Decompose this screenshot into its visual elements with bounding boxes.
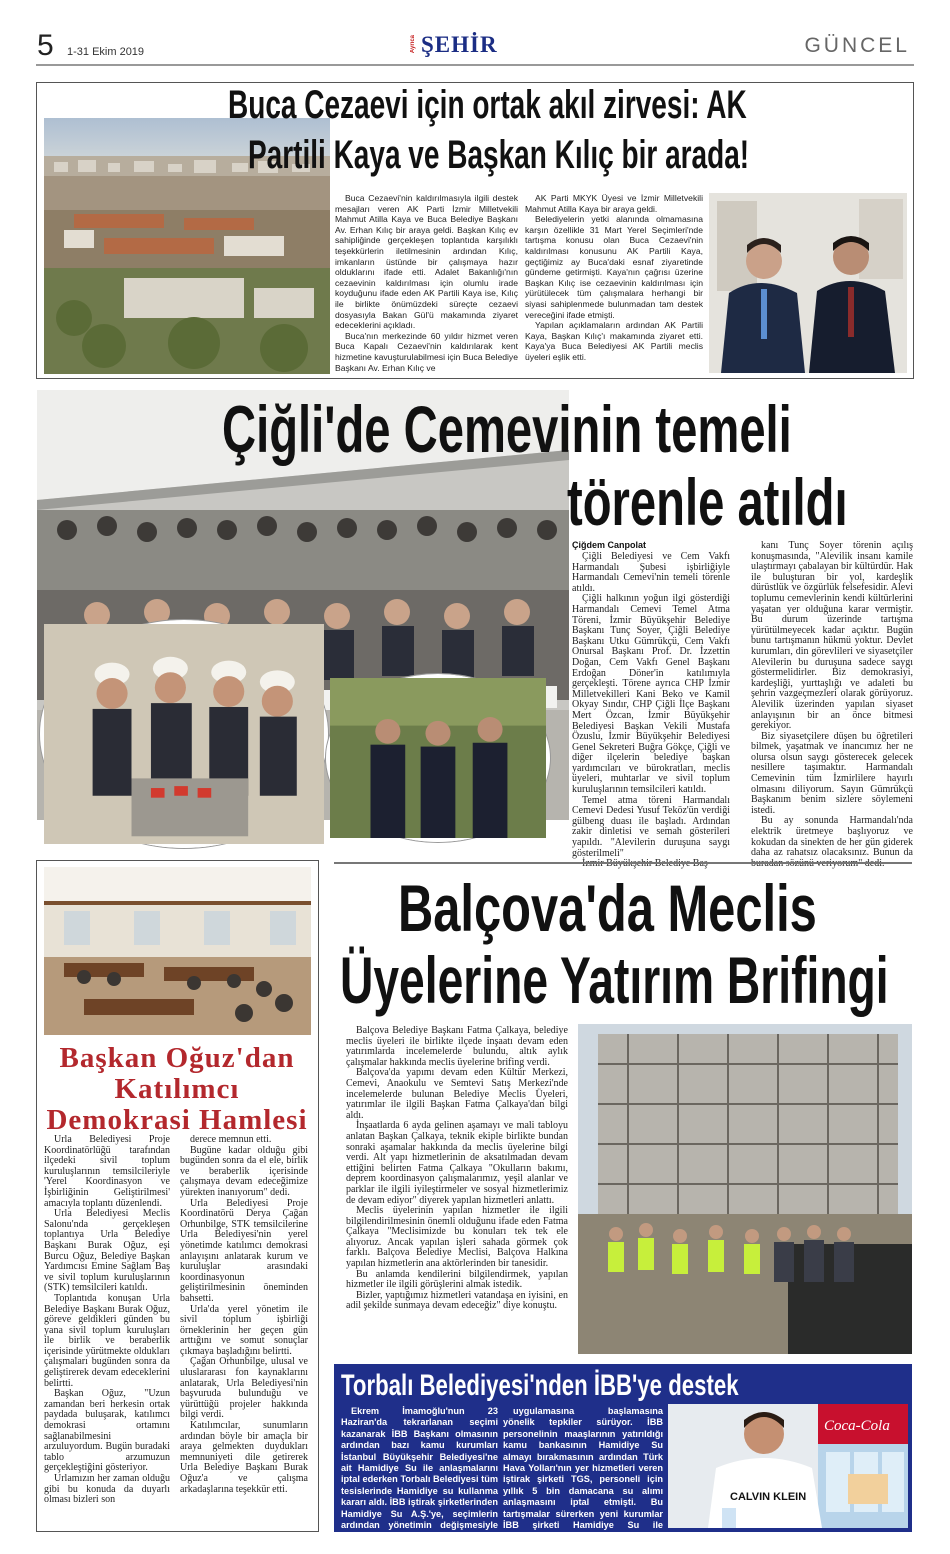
paragraph: Biz siyasetçilere düşen bu öğretileri bilmek, yaşatmak ve inancımız her ne olursa olsun saygı gösterecek gelecek nesillere taşımaktır. Harmandalı Cemevinin tüm İzmirlilere hayırlı olmasını diliyorum. Sayın Gümrükçü Başkanım benim sizlere söylemeni istedi. xyxy=(751,730,913,816)
paragraph: İnşaatlarda 6 ayda gelinen aşamayı ve mali tabloyu anlatan Başkan Çalkaya, teknik ekiple birlikte bundan sonraki aşamalar hakkında da meclis üyelerine bilgi verdi. Alt yapı hizmetlerinin de aksatılmadan devam ettiğini belirten Fatma Çalkaya "Okulların bakımı, deprem koordinasyon çalışmalarımız, yeşil alanlar ve parklar ile ilgili iyileştirmeler ve sosyal hizmetlerimiz de devam ediyor" diyerek yapılan hizmetleri anlattı. xyxy=(346,1120,568,1206)
paragraph: Başkan Oğuz, "Uzun zamandan beri herkesin ortak paydada buluşarak, katılımcı demokrasi ortamını sağlanabilmesini arzuluyordum. Bugün buradaki tablo arzumuzun gerçekleştiğini gösteriyor. xyxy=(44,1388,170,1474)
buca-headline-line2: Partili Kaya ve Başkan Kılıç bir arada! xyxy=(248,133,750,177)
torbali-sign-text: Coca-Cola xyxy=(824,1418,890,1434)
torbali-column-2 xyxy=(503,1406,663,1554)
urla-headline: Başkan Oğuz'dan Katılımcı Demokrasi Hamlesi xyxy=(46,1042,308,1136)
balcova-headline-line1: Balçova'da Meclis xyxy=(398,871,817,945)
cigli-byline: Çiğdem Canpolat xyxy=(572,540,647,550)
paragraph: Bizler, yaptığımız hizmetleri vatandaşa en iyisini, en adil şekilde sunmaya devam edeceğiz" diye konuştu. xyxy=(346,1289,568,1312)
cigli-foundation-circle-photo xyxy=(40,620,328,848)
page-number: 5 xyxy=(37,29,54,62)
torbali-man-photo xyxy=(668,1404,908,1528)
balcova-body xyxy=(346,1026,568,1312)
torbali-column-1 xyxy=(341,1406,498,1543)
newspaper-logo xyxy=(410,32,498,58)
paragraph: Urla Belediyesi Proje Koordinatörlüğü tarafından ilçedeki sivil toplum kuruluşlarının temsilcileriyle 'Yerel Koordinasyon ve İşbirliğinin Geliştirilmesi' amacıyla toplantı düzenlendi. xyxy=(44,1134,170,1209)
paragraph: derece memnun etti. xyxy=(190,1134,272,1145)
buca-column-1 xyxy=(335,193,518,373)
paragraph: Toplantıda konuşan Urla Belediye Başkanı Burak Oğuz, göreve geldikleri günden bu yana sivil toplum kuruluşları ile birlik ve beraberlik içerisinde yürütmekte oldukları çalışmaları bugünden sonra da geliştirerek devam edeceklerini belirtti. xyxy=(44,1292,170,1389)
cigli-headline-line2: törenle atıldı xyxy=(567,465,848,539)
paragraph: kanı Tunç Soyer törenin açılış konuşmasında, "Alevilik insanı kamile ulaştırmayı çabalayan bir kültürdür. Hak ile buluşturan bir yol, kardeşlik dürüstlük ve özgürlük felsefesidir. Alevi toplumu cemevlerinin kendi kültürlerini yaşatan yer olduğuna karar vermiştir. Bu durum üzerinde tartışma yürütülmeyecek kadar açıktır. Bugün bunu tartışmanın hükmü yoktur. Devlet kurumları, din görevlileri ve siyasetçiler Alevilerin bu duruşuna sadece saygı göstermelidirler. Biz demokrasiyi, kardeşliği, yurttaşlığı ve adaleti bu şehrin vazgeçmezleri olarak görüyoruz. Alevilik üzerinden yapılan siyaset anlayışının bir an önce bitmesi gerekiyor. xyxy=(751,540,913,732)
paragraph: AK Parti MKYK Üyesi ve İzmir Milletvekili Mahmut Atilla Kaya bir araya geldi. xyxy=(525,193,703,214)
paragraph: Urla Belediyesi Proje Koordinatörü Derya Çağan Orhunbilge, STK temsilcilerine Urla Belediyesi'nin yerel yönetimde katılımcı demokrasi anlayışını anlatarak kurum ve kuruluşlar arasındaki koordinasyonun geliştirilmesinin öneminden bahsetti. xyxy=(180,1197,308,1304)
buca-headline-line1: Buca Cezaevi için ortak akıl zirvesi: AK xyxy=(228,83,747,127)
urla-column-1 xyxy=(44,1135,170,1506)
urla-meeting-photo xyxy=(44,867,311,1035)
balcova-top-rule xyxy=(334,862,912,864)
paragraph: Çiğli Belediyesi ve Cem Vakfı Harmandalı Şubesi işbirliğiyle Harmandalı Cemevi'nin temeli törenle atıldı. xyxy=(572,551,730,594)
paragraph: Buca Cezaevi'nin kaldırılmasıyla ilgili destek mesajları veren AK Parti İzmir Milletvekili Mahmut Atilla Kaya ve Buca Belediye Başkanı Av. Erhan Kılıç bir araya geldi. Başkan Kılıç ev sahipliğinde gerçekleşen toplantıda karşılıklı teşekkürlerin iletilmesinin ardından Kılıç, imkanların üstünde bir çalışmaya hazır olduklarını ifade etti. Adalet Bakanlığı'nın cezaevinin kaldırılması için olumlu irade koyduğunu ifade eden AK Partili Kaya ise, Kılıç ile birlikte önümüzdeki süreçte cezaevi dosyasıyla Bakan Gül'ü makamında ziyaret edeceklerini açıkladı. xyxy=(335,193,518,331)
buca-column-2 xyxy=(525,193,703,363)
paragraph: Çağan Orhunbilge, ulusal ve uluslararası fon kaynaklarını anlatarak, Urla Belediyesi'nin başvuruda bulunduğu ve yürüttüğü projeler hakkında bilgi verdi. xyxy=(180,1356,308,1421)
paragraph: Urlamızın her zaman olduğu gibi bu konuda da duyarlı olması bizleri son xyxy=(44,1473,170,1506)
section-label: GÜNCEL xyxy=(804,34,910,57)
paragraph: Urla Belediyesi Meclis Salonu'nda gerçekleşen toplantıya Urla Belediye Başkanı Burak Oğuz, eşi Burcu Oğuz, Belediye Başkan Yardımcısı Emine Sağlam Baş ve sivil toplum kuruluşlarının (STK) temsilcileri katıldı. xyxy=(44,1208,170,1294)
paragraph: Balçova'da yapımı devam eden Kültür Merkezi, Cemevi, Anaokulu ve Semtevi Satış Merkezi'nde incelemelerde bulunan Belediye Meclis Üyeleri, yatırımlar ile ilgili Başkan Fatma Çalkaya'dan bilgi aldı. xyxy=(346,1067,568,1121)
paragraph: Urla'da yerel yönetim ile sivil toplum işbirliği örneklerinin her geçen gün arttığını ve somut sonuçlar çıkmaya başladığını belirtti. xyxy=(180,1303,308,1357)
paragraph: Buca'nın merkezinde 60 yıldır hizmet veren Buca Kapalı Cezaevi'nin kaldırılarak kent hizmetine kavuşturulabilmesi için Buca Belediye Başkanı Av. Erhan Kılıç ve xyxy=(335,330,518,373)
paragraph: Temel atma töreni Harmandalı Cemevi Dedesi Yusuf Teköz'ün verdiği gülbeng duası ile başladı. Ardından zakir dinletisi ve semah gösterileri yapıldı. "Alevilerin duruşuna saygı gösterilmeli" xyxy=(572,794,730,859)
paragraph: Yapılan açıklamaların ardından AK Partili Kaya, Başkan Kılıç'ı makamında ziyaret etti. Kaya'ya Buca Belediyesi AK Partili meclis üyeleri eşlik etti. xyxy=(525,320,703,362)
header-rule xyxy=(36,64,914,66)
paragraph: uygulamasına başlamasına yönelik tepkiler sürüyor. İBB personelinin maaşlarının yatırıldığı kamu bankasının Hamidiye Su almayı bırakmasının ardından Türk Hava Yolları'nın yer hizmetleri veren iştirak şirketi TGS, personeli için yıllık 5 bin damacana su alımı anlaşmasını iptal etmişti. Bu tartışmalar sürerken yeni kurumlar İBB şirketi Hamidiye Su ile anlaşmaya başladı. Bunlardan biri de Torbalı Belediyesi oldu. xyxy=(503,1406,663,1553)
paragraph: Bu ay sonunda Harmandalı'nda elektrik üretmeye başlıyoruz ve kokudan da sinekten de her gün giderek daha az rahatsız olacaksınız. Bunun da xyxy=(751,815,913,859)
paragraph: Katılımcılar, sunumların ardından böyle bir amaçla bir araya gelmekten duydukları memnuniyeti dile getirerek Urla Belediye Başkanı Burak Oğuz'a ve çalışma arkadaşlarına teşekkür etti. xyxy=(180,1420,308,1495)
paragraph: Balçova Belediye Başkanı Fatma Çalkaya, belediye meclis üyeleri ile birlikte ilçede inşaatı devam eden yatırımlarda incelemelerde bulundu, altık aylık çalışmalar hakkında meclis üyelerine brifing verdi. xyxy=(346,1025,568,1068)
issue-date: 1-31 Ekim 2019 xyxy=(67,46,145,58)
paragraph: Çiğli halkının yoğun ilgi gösterdiği Harmandalı Cemevi Temel Atma Töreni, İzmir Büyükşehir Belediye Başkanı Tunç Soyer, Çiğli Belediye Başkanı Utku Gümrükçü, Cem Vakfı Onursal Başkanı Prof. Dr. İzzettin Doğan, Cem Vakfı Genel Başkanı Erdoğan Döner'in katılımıyla gerçekleşti. Törene ayrıca CHP İzmir Milletvekilleri Kani Beko ve Kamil Okyay Sındır, CHP Çiğli İlçe Başkanı Mert Özcan, İzmir Büyükşehir Belediyesi Başkan Vekili Mustafa Özuslu, İzmir Büyükşehir Belediyesi Genel Sekreteri Buğra Gökçe, Çiğli ve diğer ilçelerin belediye başkan yardımcıları ve bürokratları, meclis üyeleri, muhtarlar ve sivil toplum kuruluşlarının temsilcileri katıldı. xyxy=(572,593,730,796)
paragraph: Meclis üyelerinin yapılan hizmetler ile ilgili bilgilendirilmesinin önemli olduğunu ifade eden Fatma Çalkaya "Meclisimizde bu konuları tek tek ele alıyoruz. Ancak yapılan işleri sahada görmek çok farklı. Balçova Belediye Meclisi, Balçova Halkına yapılan hizmetlerin ana aktörlerinden bir tanesidir. xyxy=(346,1205,568,1270)
cigli-guests-circle-photo xyxy=(326,674,550,842)
cigli-headline-line1: Çiğli'de Cemevinin temeli xyxy=(222,392,792,466)
buca-officials-photo xyxy=(709,193,907,373)
balcova-headline-line2: Üyelerine Yatırım Brifingi xyxy=(340,943,889,1017)
paragraph: Bu anlamda kendilerini bilgilendirmek, yapılan hizmetler ile ilgili görüşlerini almak istedik. xyxy=(346,1268,568,1291)
paragraph: Ekrem İmamoğlu'nun 23 Haziran'da tekrarlanan seçimi kazanarak İBB Başkanı olmasının ardından bazı kamu kurumları İstanbul Büyükşehir Belediyesi'ne ait Hamidiye Su ile anlaşmalarını iptal ederken Torbalı Belediyesi tüm tesislerinde Hamidiye su kullanma kararı aldı. İBB iştirak şirketlerinden Hamidiye Su A.Ş.'ye, seçimlerin ardından yönetimin değişmesiyle bazı kamu kurumlarının ambargo xyxy=(341,1406,498,1542)
logo-text: ŞEHİR xyxy=(421,32,498,57)
paragraph: Bugüne kadar olduğu gibi bugünden sonra da el ele, birlik ve beraberlik içerisinde çalışmaya devam edeceğimize yürekten inanıyorum" dedi. xyxy=(180,1144,308,1198)
urla-column-2 xyxy=(180,1135,308,1495)
cigli-column-2 xyxy=(751,541,913,869)
paragraph xyxy=(572,859,730,870)
torbali-shirt-text: CALVIN KLEIN xyxy=(730,1491,807,1503)
paragraph: Belediyelerin yetki alanında olmamasına karşın özellikle 31 Mart Yerel Seçimleri'nde tartışma konusu olan Buca Cezaevi'nin kaldırılması konusunu AK Partili Kaya, geçtiğimiz ay Buca'daki esnaf ziyaretinde gündeme getirmişti. Kaya'nın çağrısı üzerine Başkan Kılıç ise cezaevinin kaldırılması için yürütülecek tüm çalışmalara herhangi bir siyasi sahiplenmede bulunmadan tam destek vereceğini ifade etmişti. xyxy=(525,214,703,320)
logo-small-text: Ayrıca xyxy=(410,35,416,54)
torbali-headline: Torbalı Belediyesi'nden İBB'ye destek xyxy=(341,1369,739,1402)
cigli-column-1 xyxy=(572,552,730,870)
balcova-construction-photo xyxy=(578,1024,912,1354)
